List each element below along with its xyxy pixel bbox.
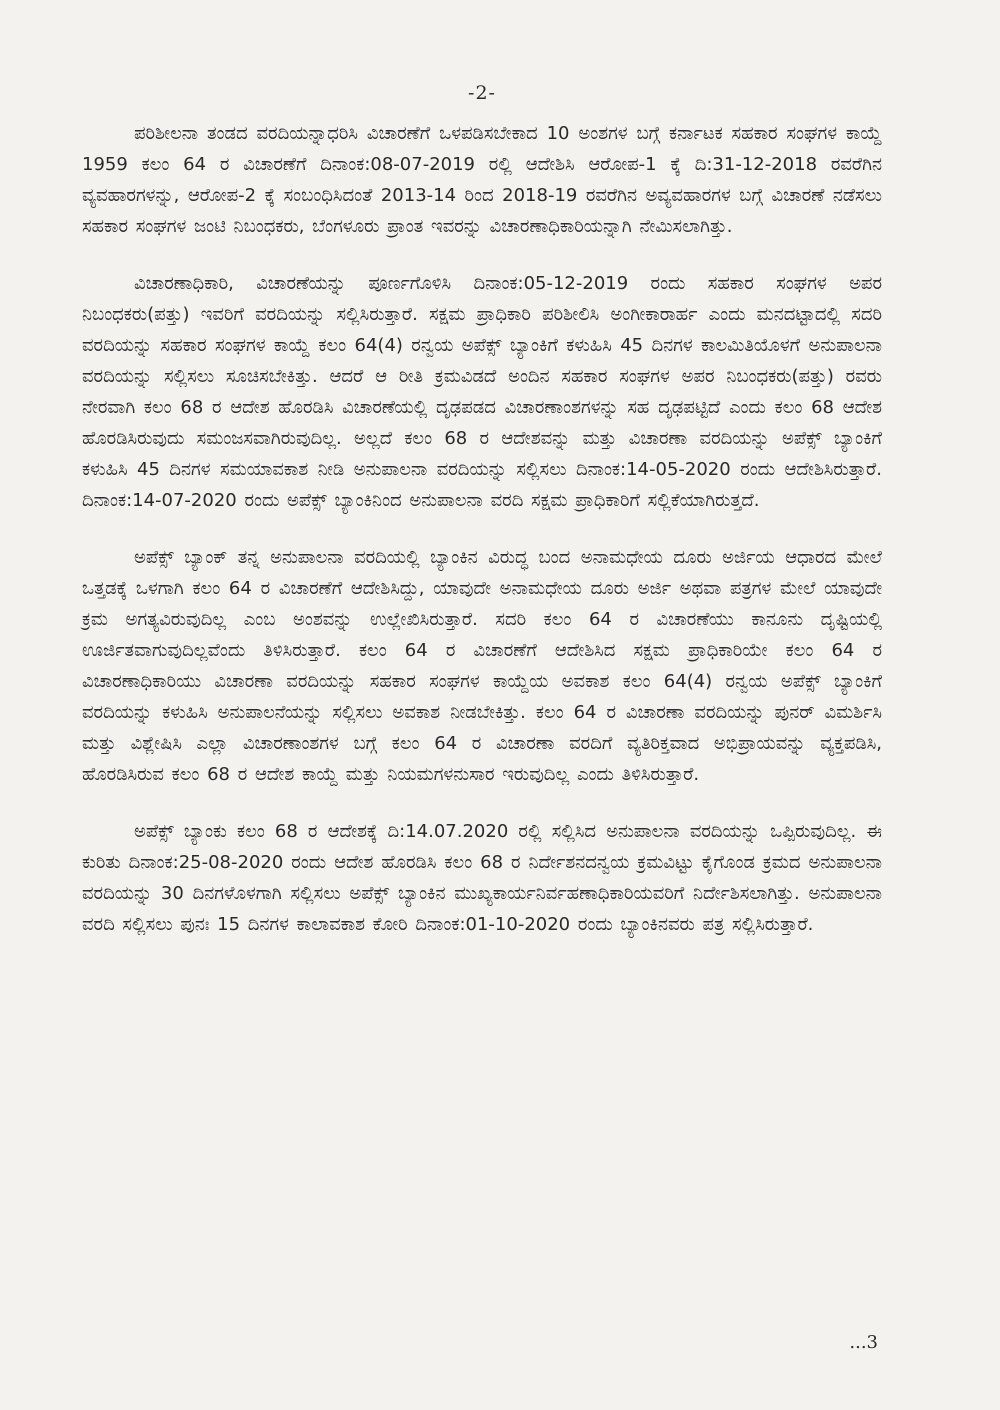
paragraph-apex-bank-section-68: ಅಪೆಕ್ಸ್ ಬ್ಯಾಂಕು ಕಲಂ 68 ರ ಆದೇಶಕ್ಕೆ ದಿ:14.07.2020 ರಲ್ಲಿ ಸಲ್ಲಿಸಿದ ಅನುಪಾಲನಾ ವರದಿಯನ್ನು ಒಪ್ಪಿರುವುದಿಲ್ಲ. ಈ ಕುರಿತು ದಿನಾಂಕ:25-08-2020 ರಂದು ಆದೇಶ ಹೊರಡಿಸಿ ಕಲಂ 68 ರ ನಿರ್ದೇಶನದನ್ವಯ ಕ್ರಮವಿಟ್ಟು ಕೈಗೊಂಡ ಕ್ರಮದ ಅನುಪಾಲನಾ ವರದಿಯನ್ನು 30 ದಿನಗಳೊಳಗಾಗಿ ಸಲ್ಲಿಸಲು ಅಪೆಕ್ಸ್ ಬ್ಯಾಂಕಿನ ಮುಖ್ಯಕಾರ್ಯನಿರ್ವಹಣಾಧಿಕಾರಿಯವರಿಗೆ ನಿರ್ದೇಶಿಸಲಾಗಿತ್ತು. ಅನುಪಾಲನಾ ವರದಿ ಸಲ್ಲಿಸಲು ಪುನಃ 15 ದಿನಗಳ ಕಾಲಾವಕಾಶ ಕೋರಿ ದಿನಾಂಕ:01-10-2020 ರಂದು ಬ್ಯಾಂಕಿನವರು ಪತ್ರ ಸಲ್ಲಿಸಿರುತ್ತಾರೆ. [82, 821, 882, 935]
paragraph-inquiry-officer: ವಿಚಾರಣಾಧಿಕಾರಿ, ವಿಚಾರಣೆಯನ್ನು ಪೂರ್ಣಗೊಳಿಸಿ ದಿನಾಂಕ:05-12-2019 ರಂದು ಸಹಕಾರ ಸಂಘಗಳ ಅಪರ ನಿಬಂಧಕರು(ಪತ್ತು) ಇವರಿಗೆ ವರದಿಯನ್ನು ಸಲ್ಲಿಸಿರುತ್ತಾರೆ. ಸಕ್ಷಮ ಪ್ರಾಧಿಕಾರಿ ಪರಿಶೀಲಿಸಿ ಅಂಗೀಕಾರಾರ್ಹ ಎಂದು ಮನದಟ್ಟಾದಲ್ಲಿ ಸದರಿ ವರದಿಯನ್ನು ಸಹಕಾರ ಸಂಘಗಳ ಕಾಯ್ದೆ ಕಲಂ 64(4) ರನ್ವಯ ಅಪೆಕ್ಸ್ ಬ್ಯಾಂಕಿಗೆ ಕಳುಹಿಸಿ 45 ದಿನಗಳ ಕಾಲಮಿತಿಯೊಳಗೆ ಅನುಪಾಲನಾ ವರದಿಯನ್ನು ಸಲ್ಲಿಸಲು ಸೂಚಿಸಬೇಕಿತ್ತು. ಆದರೆ ಆ ರೀತಿ ಕ್ರಮವಿಡದೆ ಅಂದಿನ ಸಹಕಾರ ಸಂಘಗಳ ಅಪರ ನಿಬಂಧಕರು(ಪತ್ತು) ರವರು ನೇರವಾಗಿ ಕಲಂ 68 ರ ಆದೇಶ ಹೊರಡಿಸಿ ವಿಚಾರಣೆಯಲ್ಲಿ ದೃಢಪಡದ ವಿಚಾರಣಾಂಶಗಳನ್ನು ಸಹ ದೃಢಪಟ್ಟಿದೆ ಎಂದು ಕಲಂ 68 ಆದೇಶ ಹೊರಡಿಸಿರುವುದು ಸಮಂಜಸವಾಗಿರುವುದಿಲ್ಲ. ಅಲ್ಲದೆ ಕಲಂ 68 ರ ಆದೇಶವನ್ನು ಮತ್ತು ವಿಚಾರಣಾ ವರದಿಯನ್ನು ಅಪೆಕ್ಸ್ ಬ್ಯಾಂಕಿಗೆ ಕಳುಹಿಸಿ 45 ದಿನಗಳ ಸಮಯಾವಕಾಶ ನೀಡಿ ಅನುಪಾಲನಾ ವರದಿಯನ್ನು ಸಲ್ಲಿಸಲು ದಿನಾಂಕ:14-05-2020 ರಂದು ಆದೇಶಿಸಿರುತ್ತಾರೆ. ದಿನಾಂಕ:14-07-2020 ರಂದು ಅಪೆಕ್ಸ್ ಬ್ಯಾಂಕಿನಿಂದ ಅನುಪಾಲನಾ ವರದಿ ಸಕ್ಷಮ ಪ್ರಾಧಿಕಾರಿಗೆ ಸಲ್ಲಿಕೆಯಾಗಿರುತ್ತದೆ. [82, 273, 882, 511]
paragraph-inspection-report: ಪರಿಶೀಲನಾ ತಂಡದ ವರದಿಯನ್ನಾಧರಿಸಿ ವಿಚಾರಣೆಗೆ ಒಳಪಡಿಸಬೇಕಾದ 10 ಅಂಶಗಳ ಬಗ್ಗೆ ಕರ್ನಾಟಕ ಸಹಕಾರ ಸಂಘಗಳ ಕಾಯ್ದೆ 1959 ಕಲಂ 64 ರ ವಿಚಾರಣೆಗೆ ದಿನಾಂಕ:08-07-2019 ರಲ್ಲಿ ಆದೇಶಿಸಿ ಆರೋಪ-1 ಕ್ಕೆ ದಿ:31-12-2018 ರವರೆಗಿನ ವ್ಯವಹಾರಗಳನ್ನು, ಆರೋಪ-2 ಕ್ಕೆ ಸಂಬಂಧಿಸಿದಂತೆ 2013-14 ರಿಂದ 2018-19 ರವರೆಗಿನ ಅವ್ಯವಹಾರಗಳ ಬಗ್ಗೆ ವಿಚಾರಣೆ ನಡೆಸಲು ಸಹಕಾರ ಸಂಘಗಳ ಜಂಟಿ ನಿಬಂಧಕರು, ಬೆಂಗಳೂರು ಪ್ರಾಂತ ಇವರನ್ನು ವಿಚಾರಣಾಧಿಕಾರಿಯನ್ನಾಗಿ ನೇಮಿಸಲಾಗಿತ್ತು. [82, 123, 882, 237]
paragraph-apex-bank-compliance: ಅಪೆಕ್ಸ್ ಬ್ಯಾಂಕ್ ತನ್ನ ಅನುಪಾಲನಾ ವರದಿಯಲ್ಲಿ ಬ್ಯಾಂಕಿನ ವಿರುದ್ಧ ಬಂದ ಅನಾಮಧೇಯ ದೂರು ಅರ್ಜಿಯ ಆಧಾರದ ಮೇಲೆ ಒತ್ತಡಕ್ಕೆ ಒಳಗಾಗಿ ಕಲಂ 64 ರ ವಿಚಾರಣೆಗೆ ಆದೇಶಿಸಿದ್ದು, ಯಾವುದೇ ಅನಾಮಧೇಯ ದೂರು ಅರ್ಜಿ ಅಥವಾ ಪತ್ರಗಳ ಮೇಲೆ ಯಾವುದೇ ಕ್ರಮ ಅಗತ್ಯವಿರುವುದಿಲ್ಲ ಎಂಬ ಅಂಶವನ್ನು ಉಲ್ಲೇಖಿಸಿರುತ್ತಾರೆ. ಸದರಿ ಕಲಂ 64 ರ ವಿಚಾರಣೆಯು ಕಾನೂನು ದೃಷ್ಟಿಯಲ್ಲಿ ಊರ್ಜಿತವಾಗುವುದಿಲ್ಲವೆಂದು ತಿಳಿಸಿರುತ್ತಾರೆ. ಕಲಂ 64 ರ ವಿಚಾರಣೆಗೆ ಆದೇಶಿಸಿದ ಸಕ್ಷಮ ಪ್ರಾಧಿಕಾರಿಯೇ ಕಲಂ 64 ರ ವಿಚಾರಣಾಧಿಕಾರಿಯು ವಿಚಾರಣಾ ವರದಿಯನ್ನು ಸಹಕಾರ ಸಂಘಗಳ ಕಾಯ್ದೆಯ ಅವಕಾಶ ಕಲಂ 64(4) ರನ್ವಯ ಅಪೆಕ್ಸ್ ಬ್ಯಾಂಕಿಗೆ ವರದಿಯನ್ನು ಕಳುಹಿಸಿ ಅನುಪಾಲನೆಯನ್ನು ಸಲ್ಲಿಸಲು ಅವಕಾಶ ನೀಡಬೇಕಿತ್ತು. ಕಲಂ 64 ರ ವಿಚಾರಣಾ ವರದಿಯನ್ನು ಪುನರ್ ವಿಮರ್ಶಿಸಿ ಮತ್ತು ವಿಶ್ಲೇಷಿಸಿ ಎಲ್ಲಾ ವಿಚಾರಣಾಂಶಗಳ ಬಗ್ಗೆ ಕಲಂ 64 ರ ವಿಚಾರಣಾ ವರದಿಗೆ ವ್ಯತಿರಿಕ್ತವಾದ ಅಭಿಪ್ರಾಯವನ್ನು ವ್ಯಕ್ತಪಡಿಸಿ, ಹೊರಡಿಸಿರುವ ಕಲಂ 68 ರ ಆದೇಶ ಕಾಯ್ದೆ ಮತ್ತು ನಿಯಮಗಳನುಸಾರ ಇರುವುದಿಲ್ಲ ಎಂದು ತಿಳಿಸಿರುತ್ತಾರೆ. [82, 547, 882, 785]
continuation-marker: ...3 [849, 1332, 878, 1353]
page-number: -2- [468, 82, 496, 104]
